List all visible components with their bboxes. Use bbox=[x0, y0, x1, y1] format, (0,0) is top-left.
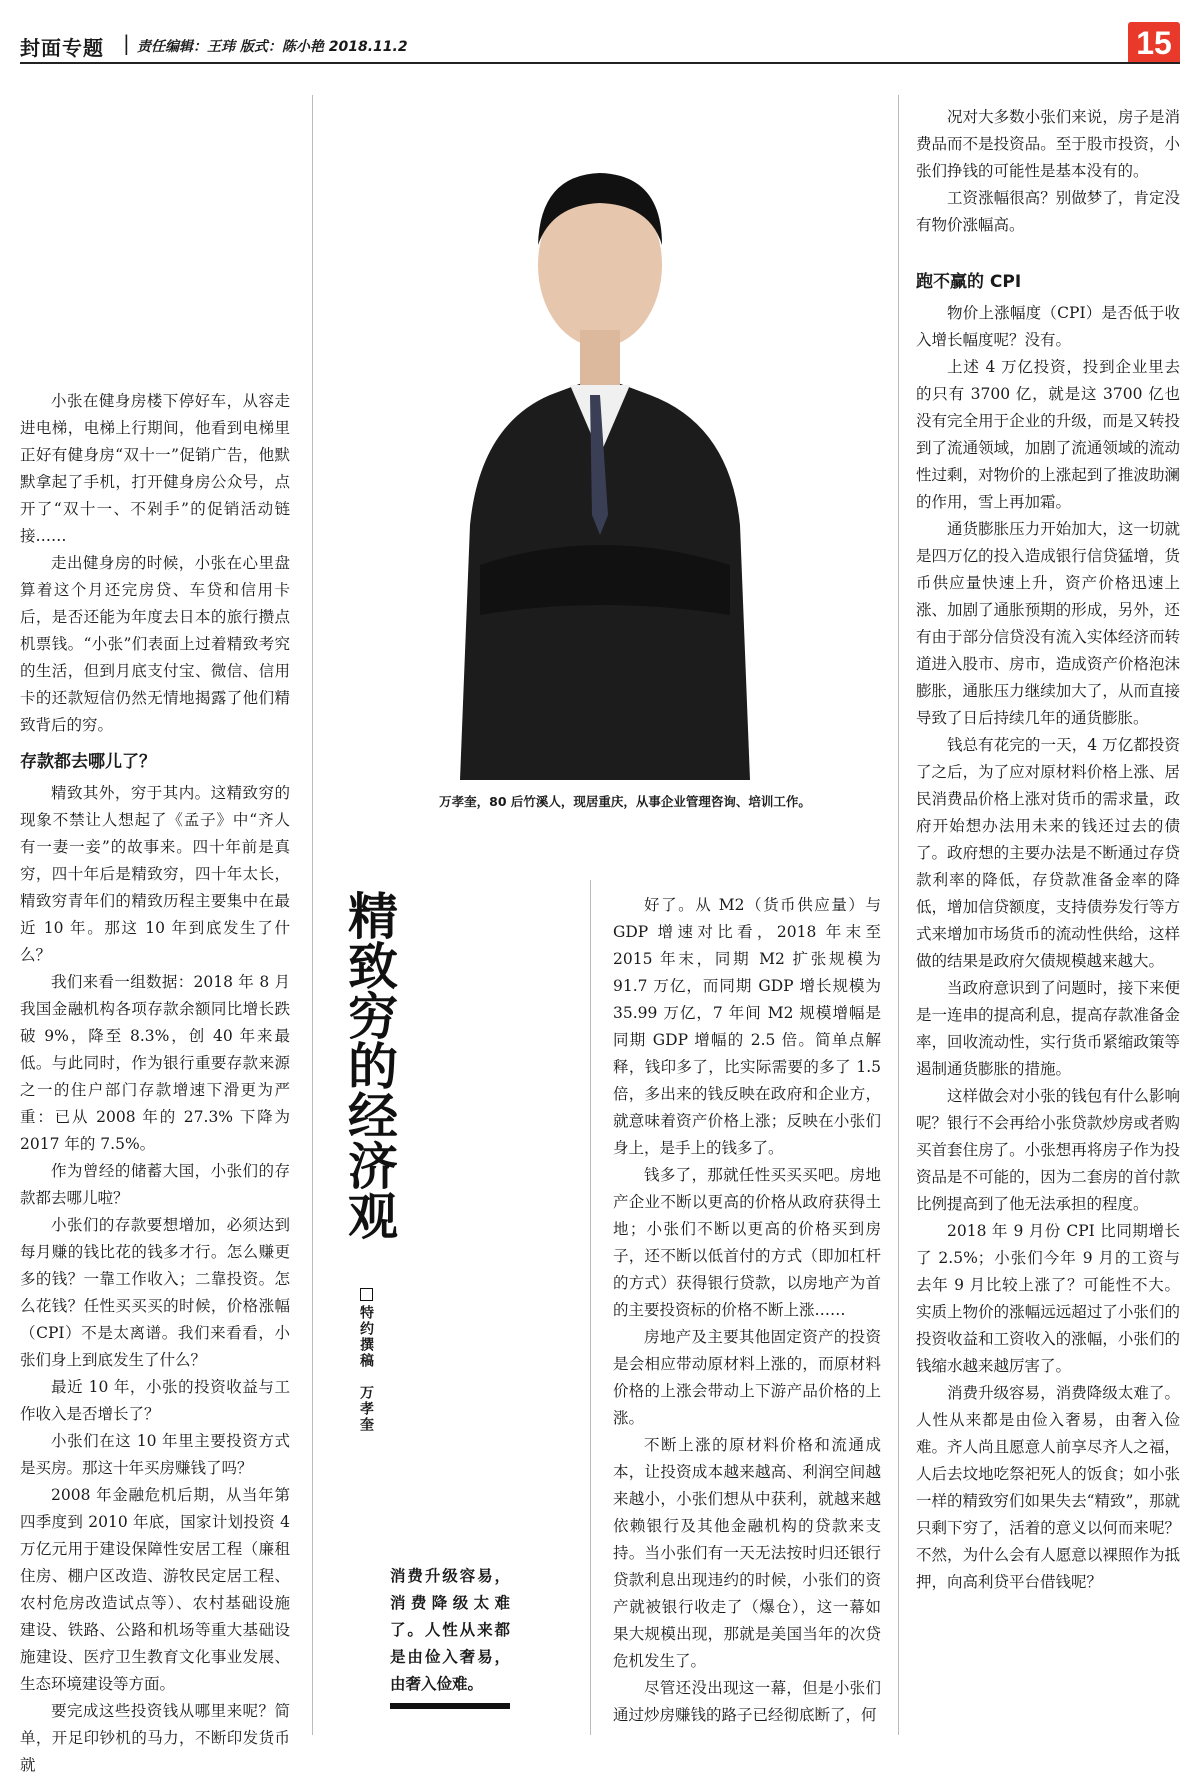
paragraph: 上述 4 万亿投资，投到企业里去的只有 3700 亿，就是这 3700 亿也没有完全用于企业的升级，而是又转投到了流通领域，加剧了流通领域的流动性过剩，对物价的上涨起到了推波助澜的作用，雪上再加霜。 bbox=[916, 358, 1180, 511]
paragraph: 当政府意识到了问题时，接下来便是一连串的提高利息，提高存款准备金率，回收流动性，实行货币紧缩政策等遏制通货膨胀的措施。 bbox=[916, 979, 1180, 1078]
subheading-savings: 存款都去哪儿了？ bbox=[20, 752, 156, 772]
author-portrait-illustration bbox=[440, 95, 760, 780]
section-name: 封面专题 bbox=[20, 36, 104, 60]
header-rule bbox=[20, 62, 1180, 64]
column-divider-left bbox=[312, 95, 313, 1735]
paragraph: 精致其外，穷于其内。这精致穷的现象不禁让人想起了《孟子》中“齐人有一妻一妾”的故事来。四十年前是真穷，四十年后是精致穷，四十年太长，精致穷青年们的精致历程主要集中在最近 10 年。那这 10 年到底发生了什么？ bbox=[20, 784, 290, 964]
paragraph: 小张们在这 10 年里主要投资方式是买房。那这十年买房赚钱了吗？ bbox=[20, 1432, 290, 1477]
paragraph: 房地产及主要其他固定资产的投资是会相应带动原材料上涨的，而原材料价格的上涨会带动上下游产品价格的上涨。 bbox=[613, 1328, 881, 1427]
paragraph: 走出健身房的时候，小张在心里盘算着这个月还完房贷、车贷和信用卡后，是否还能为年度去日本的旅行攒点机票钱。“小张”们表面上过着精致考究的生活，但到月底支付宝、微信、信用卡的还款短信仍然无情地揭露了他们精致背后的穷。 bbox=[20, 554, 290, 734]
square-bullet-icon bbox=[360, 1288, 373, 1301]
photo-caption: 万孝奎，80 后竹溪人，现居重庆，从事企业管理咨询、培训工作。 bbox=[439, 794, 811, 809]
paragraph: 况对大多数小张们来说，房子是消费品而不是投资品。至于股市投资，小张们挣钱的可能性是基本没有的。 bbox=[916, 108, 1180, 180]
paragraph: 作为曾经的储蓄大国，小张们的存款都去哪儿啦？ bbox=[20, 1162, 290, 1207]
column-divider-mid bbox=[590, 880, 591, 1735]
paragraph: 小张们的存款要想增加，必须达到每月赚的钱比花的钱多才行。怎么赚更多的钱？一靠工作收入；二靠投资。怎么花钱？任性买买买的时候，价格涨幅（CPI）不是太离谱。我们来看看，小张们身上到底发生了什么？ bbox=[20, 1216, 290, 1369]
paragraph: 2018 年 9 月份 CPI 比同期增长了 2.5%；小张们今年 9 月的工资与去年 9 月比较上涨了？可能性不大。实质上物价的涨幅远远超过了小张们的投资收益和工资收入的涨幅，小张们的钱缩水越来越厉害了。 bbox=[916, 1222, 1180, 1375]
paragraph: 小张在健身房楼下停好车，从容走进电梯，电梯上行期间，他看到电梯里正好有健身房“双十一”促销广告，他默默拿起了手机，打开健身房公众号，点开了“双十一、不剁手”的促销活动链接…… bbox=[20, 392, 290, 545]
pull-quote-text: 消费升级容易，消费降级太难了。人性从来都是由俭入奢易，由奢入俭难。 bbox=[390, 1566, 510, 1693]
header-separator: | bbox=[123, 31, 130, 55]
byline bbox=[356, 1288, 376, 1433]
paragraph: 物价上涨幅度（CPI）是否低于收入增长幅度呢？没有。 bbox=[916, 304, 1180, 349]
article-column-1 bbox=[20, 388, 290, 1779]
article-title: 精致穷的经济观 bbox=[340, 890, 399, 1240]
page-number-badge: 15 bbox=[1128, 22, 1180, 64]
paragraph: 2008 年金融危机后期，从当年第四季度到 2010 年底，国家计划投资 4 万亿元用于建设保障性安居工程（廉租住房、棚户区改造、游牧民定居工程、农村危房改造试点等）、农村基础设施建设、铁路、公路和机场等重大基础设施建设、医疗卫生教育文化事业发展、生态环境建设等方面。 bbox=[20, 1486, 290, 1693]
column-divider-right bbox=[898, 95, 899, 1735]
paragraph: 工资涨幅很高？别做梦了，肯定没有物价涨幅高。 bbox=[916, 189, 1180, 234]
paragraph: 尽管还没出现这一幕，但是小张们通过炒房赚钱的路子已经彻底断了，何 bbox=[613, 1679, 881, 1724]
paragraph: 好了。从 M2（货币供应量）与 GDP 增速对比看，2018 年末至 2015 年末，同期 M2 扩张规模为 91.7 万亿，而同期 GDP 增长规模为 35.99 万亿，7 年间 M2 规模增幅是同期 GDP 增幅的 2.5 倍。简单点解释，钱印多了，比实际需要的多了 1.5 倍，多出来的钱反映在政府和企业方，就意味着资产价格上涨；反映在小张们身上，是手上的钱多了。 bbox=[613, 896, 881, 1157]
pull-quote-bar bbox=[390, 1703, 510, 1709]
article-column-4 bbox=[916, 104, 1180, 1596]
page-header bbox=[20, 22, 1180, 62]
paragraph: 钱多了，那就任性买买买吧。房地产企业不断以更高的价格从政府获得土地；小张们不断以更高的价格买到房子，还不断以低首付的方式（即加杠杆的方式）获得银行贷款，以房地产为首的主要投资标的价格不断上涨…… bbox=[613, 1166, 881, 1319]
paragraph: 不断上涨的原材料价格和流通成本，让投资成本越来越高、利润空间越来越小，小张们想从中获利，就越来越依赖银行及其他金融机构的贷款来支持。当小张们有一天无法按时归还银行贷款利息出现违约的时候，小张们的资产就被银行收走了（爆仓），这一幕如果大规模出现，那就是美国当年的次贷危机发生了。 bbox=[613, 1436, 881, 1670]
paragraph: 这样做会对小张的钱包有什么影响呢？银行不会再给小张贷款炒房或者购买首套住房了。小张想再将房子作为投资品是不可能的，因为二套房的首付款比例提高到了他无法承担的程度。 bbox=[916, 1087, 1180, 1213]
paragraph: 要完成这些投资钱从哪里来呢？简单，开足印钞机的马力，不断印发货币就 bbox=[20, 1702, 290, 1774]
paragraph: 钱总有花完的一天，4 万亿都投资了之后，为了应对原材料价格上涨、居民消费品价格上涨对货币的需求量，政府开始想办法用未来的钱还过去的债了。政府想的主要办法是不断通过存贷款利率的降低，存贷款准备金率的降低，增加信贷额度，支持债券发行等方式来增加市场货币的流动性供给，这样做的结果是政府欠债规模越来越大。 bbox=[916, 736, 1180, 970]
author-photo bbox=[440, 95, 760, 780]
paragraph: 通货膨胀压力开始加大，这一切就是四万亿的投入造成银行信贷猛增，货币供应量快速上升，资产价格迅速上涨、加剧了通胀预期的形成，另外，还有由于部分信贷没有流入实体经济而转道进入股市、房市，造成资产价格泡沫膨胀，通胀压力继续加大了，从而直接导致了日后持续几年的通货膨胀。 bbox=[916, 520, 1180, 727]
paragraph: 最近 10 年，小张的投资收益与工作收入是否增长了？ bbox=[20, 1378, 290, 1423]
paragraph: 我们来看一组数据：2018 年 8 月我国金融机构各项存款余额同比增长跌破 9%，降至 8.3%，创 40 年来最低。与此同时，作为银行重要存款来源之一的住户部门存款增速下滑更为严重：已从 2008 年的 27.3% 下降为 2017 年的 7.5%。 bbox=[20, 973, 290, 1153]
paragraph: 消费升级容易，消费降级太难了。人性从来都是由俭入奢易，由奢入俭难。齐人尚且愿意人前享尽齐人之福，人后去坟地吃祭祀死人的饭食；如小张一样的精致穷们如果失去“精致”，那就只剩下穷了，活着的意义以何而来呢？不然，为什么会有人愿意以裸照作为抵押，向高利贷平台借钱呢？ bbox=[916, 1384, 1180, 1591]
editor-credits: 责任编辑：王玮 版式：陈小艳 2018.11.2 bbox=[137, 39, 408, 55]
subheading-cpi: 跑不赢的 CPI bbox=[916, 272, 1022, 292]
byline-text: 特约撰稿 万孝奎 bbox=[358, 1305, 374, 1433]
pull-quote bbox=[390, 1562, 510, 1709]
article-column-3 bbox=[613, 892, 881, 1729]
